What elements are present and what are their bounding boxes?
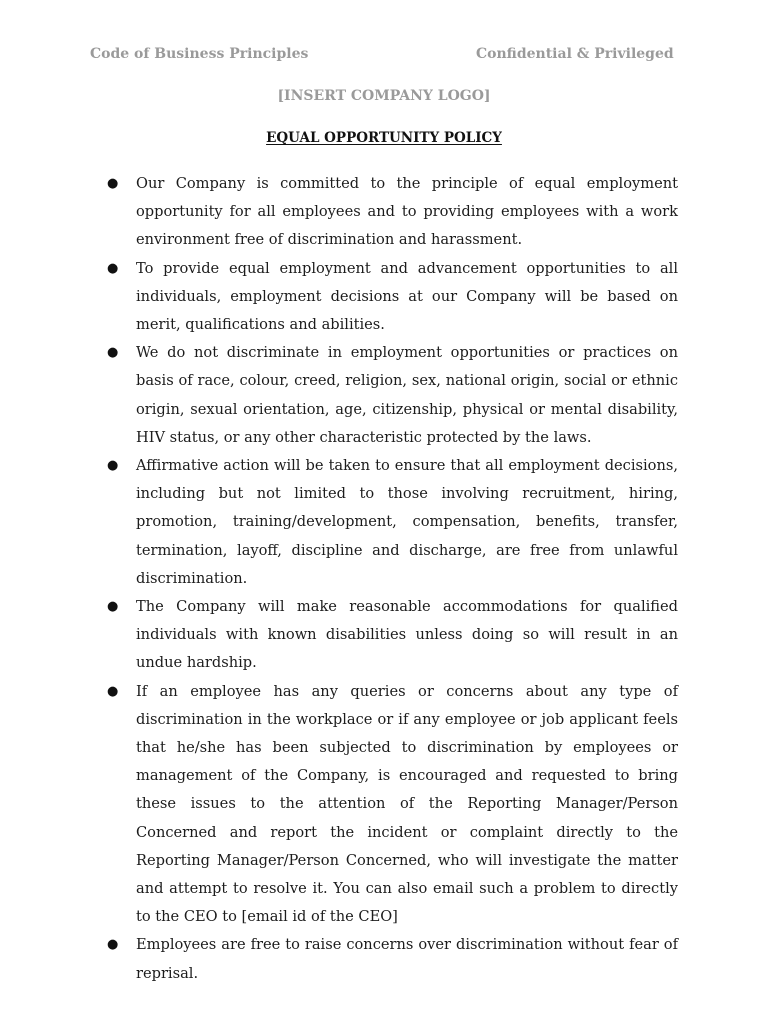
policy-item-text: Our Company is committed to the principle of equal employment opportunity for all employees and to providing employees with a work environment free of discrimination and harassment.	[136, 175, 678, 249]
policy-item	[107, 452, 678, 593]
header-document-title: Code of Business Principles	[90, 46, 309, 62]
bullet-icon: ●	[107, 176, 119, 191]
company-logo-placeholder: [INSERT COMPANY LOGO]	[277, 88, 491, 104]
bullet-icon: ●	[107, 599, 119, 615]
policy-title: EQUAL OPPORTUNITY POLICY	[266, 130, 502, 146]
policy-item-text: If an employee has any queries or concerns about any type of discrimination in the workplace or if any employee or job applicant feels that he/she has been subjected to discrimination by employees or management of the Company, is encouraged and requested to bring these issues to the attention of the Reporting Manager/Person Concerned and report the incident or complaint directly to the Reporting Manager/Person Concerned, who will investigate the matter and attempt to resolve it. You can also email such a problem to directly to the CEO to [email id of the CEO]	[136, 682, 678, 926]
policy-item	[107, 170, 678, 255]
bullet-icon: ●	[107, 260, 119, 276]
policy-item-text: Affirmative action will be taken to ensure that all employment decisions, including but not limited to those involving recruitment, hiring, promotion, training/development, compensation, benefits, transfer, termination, layoff, discipline and discharge, are free from unlawful discrimination.	[136, 457, 678, 587]
policy-item	[107, 339, 678, 452]
policy-item	[107, 593, 678, 678]
policy-item-text: Employees are free to raise concerns over discrimination without fear of reprisal.	[136, 936, 678, 982]
policy-item-text: We do not discriminate in employment opportunities or practices on basis of race, colour, creed, religion, sex, national origin, social or ethnic origin, sexual orientation, age, citizenship, physical or mental disability, HIV status, or any other characteristic protected by the laws.	[136, 344, 678, 446]
bullet-icon: ●	[107, 345, 119, 361]
header-confidentiality-label: Confidential & Privileged	[476, 46, 674, 62]
policy-bullet-list	[107, 170, 678, 988]
policy-item	[107, 255, 678, 340]
policy-item	[107, 678, 678, 932]
policy-item-text: To provide equal employment and advancement opportunities to all individuals, employment decisions at our Company will be based on merit, qualifications and abilities.	[136, 259, 678, 334]
bullet-icon: ●	[107, 458, 119, 474]
bullet-icon: ●	[107, 937, 119, 953]
policy-item	[107, 931, 678, 987]
policy-item-text: The Company will make reasonable accommodations for qualified individuals with known disabilities unless doing so will result in an undue hardship.	[136, 598, 678, 672]
bullet-icon: ●	[107, 683, 119, 699]
